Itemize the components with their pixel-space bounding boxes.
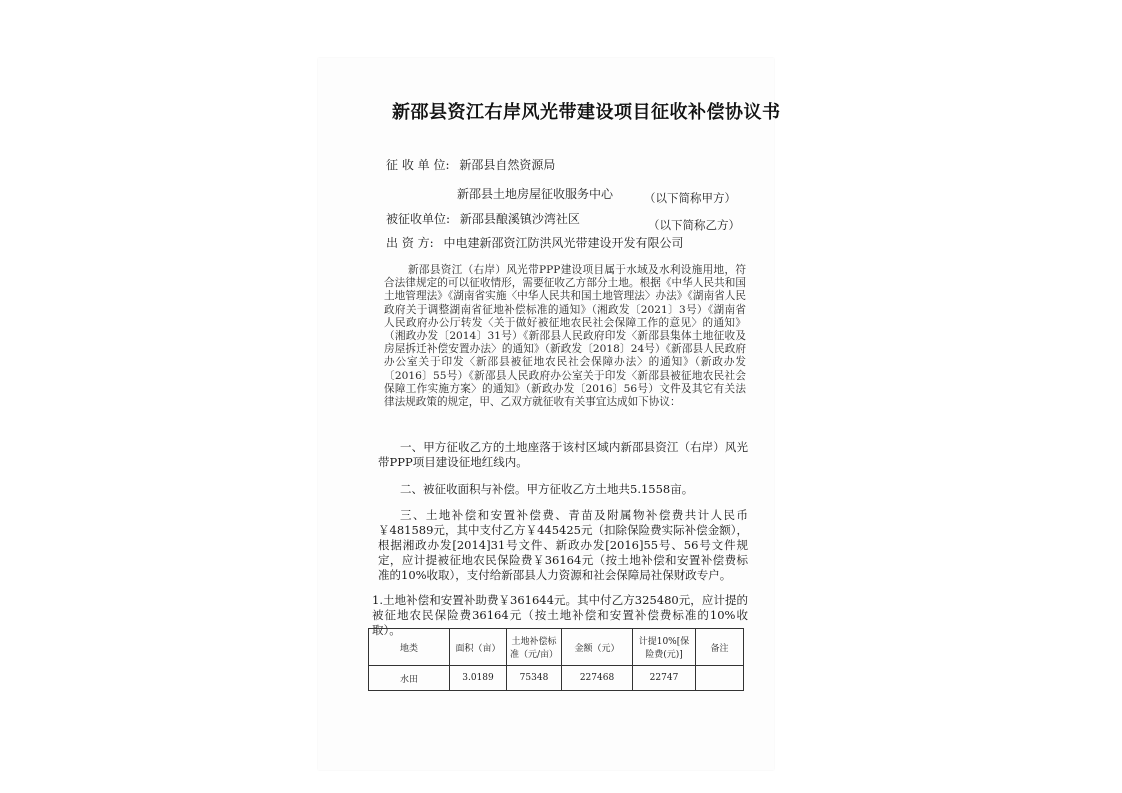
funder-label: 出 资 方: xyxy=(386,236,434,250)
table-row xyxy=(369,666,744,691)
header-insurance: 计提10%[保险费(元)] xyxy=(633,629,696,666)
item-1: 1.土地补偿和安置补助费￥361644元。其中付乙方325480元，应计提的被征地农民保险费36164元（按土地补偿和安置补偿费标准的10%收取）。 xyxy=(372,593,748,637)
funder-line xyxy=(386,234,684,251)
expropriated-name: 新邵县酿溪镇沙湾社区 xyxy=(459,212,580,226)
expropriated-label: 被征收单位: xyxy=(386,212,451,226)
header-amount: 金额（元） xyxy=(562,629,633,666)
cell-land-type: 水田 xyxy=(369,666,450,691)
acquirer-name-2: 新邵县土地房屋征收服务中心 xyxy=(457,187,614,201)
document-title: 新邵县资江右岸风光带建设项目征收补偿协议书 xyxy=(392,102,781,123)
header-area: 面积（亩） xyxy=(450,629,507,666)
article-1: 一、甲方征收乙方的土地座落于该村区域内新邵县资江（右岸）风光带PPP项目建设征地红线内。 xyxy=(378,440,748,469)
article-3: 三、土地补偿和安置补偿费、青苗及附属物补偿费共计人民币￥481589元，其中支付乙方￥445425元（扣除保险费实际补偿金额），根据湘政办发[2014]31号文件、新政办发[2016]55号、56号文件规定，应计提被征地农民保险费￥36164元（按土地补偿和安置补偿费标准的10%收取），支付给新邵县人力资源和社会保障局社保财政专户。 xyxy=(378,508,748,582)
table-header-row xyxy=(369,629,744,666)
acquirer-line xyxy=(386,156,555,173)
acquirer-note: （以下简称甲方） xyxy=(644,191,736,205)
article-2: 二、被征收面积与补偿。甲方征收乙方土地共5.1558亩。 xyxy=(400,482,694,496)
header-remarks: 备注 xyxy=(696,629,744,666)
intro-paragraph: 新邵县资江（右岸）风光带PPP建设项目属于水域及水利设施用地，符合法律规定的可以征收情形，需要征收乙方部分土地。根据《中华人民共和国土地管理法》《湖南省实施〈中华人民共和国土地管理法〉办法》《湖南省人民政府关于调整湖南省征地补偿标准的通知》（湘政发〔2021〕3号）《湖南省人民政府办公厅转发〈关于做好被征地农民社会保障工作的意见〉的通知》（湘政办发〔2014〕31号）《新邵县人民政府印发〈新邵县集体土地征收及房屋拆迁补偿安置办法〉的通知》（新政发〔2018〕24号）《新邵县人民政府办公室关于印发〈新邵县被征地农民社会保障办法〉的通知》（新政办发〔2016〕55号）《新邵县人民政府办公室关于印发〈新邵县被征地农民社会保障工作实施方案〉的通知》（新政办发〔2016〕56号）文件及其它有关法律法规政策的规定，甲、乙双方就征收有关事宜达成如下协议： xyxy=(384,264,746,409)
cell-area: 3.0189 xyxy=(450,666,507,691)
header-land-type: 地类 xyxy=(369,629,450,666)
cell-insurance: 22747 xyxy=(633,666,696,691)
expropriated-line xyxy=(386,210,580,227)
expropriated-note: （以下简称乙方） xyxy=(648,218,740,232)
cell-amount: 227468 xyxy=(562,666,633,691)
compensation-table xyxy=(368,628,744,691)
funder-name: 中电建新邵资江防洪风光带建设开发有限公司 xyxy=(443,236,684,250)
acquirer-line-2 xyxy=(457,185,613,202)
cell-remarks xyxy=(696,666,744,691)
cell-standard: 75348 xyxy=(507,666,562,691)
acquirer-label: 征 收 单 位: xyxy=(386,158,450,172)
acquirer-name-1: 新邵县自然资源局 xyxy=(459,158,556,172)
header-standard: 土地补偿标准（元/亩） xyxy=(507,629,562,666)
